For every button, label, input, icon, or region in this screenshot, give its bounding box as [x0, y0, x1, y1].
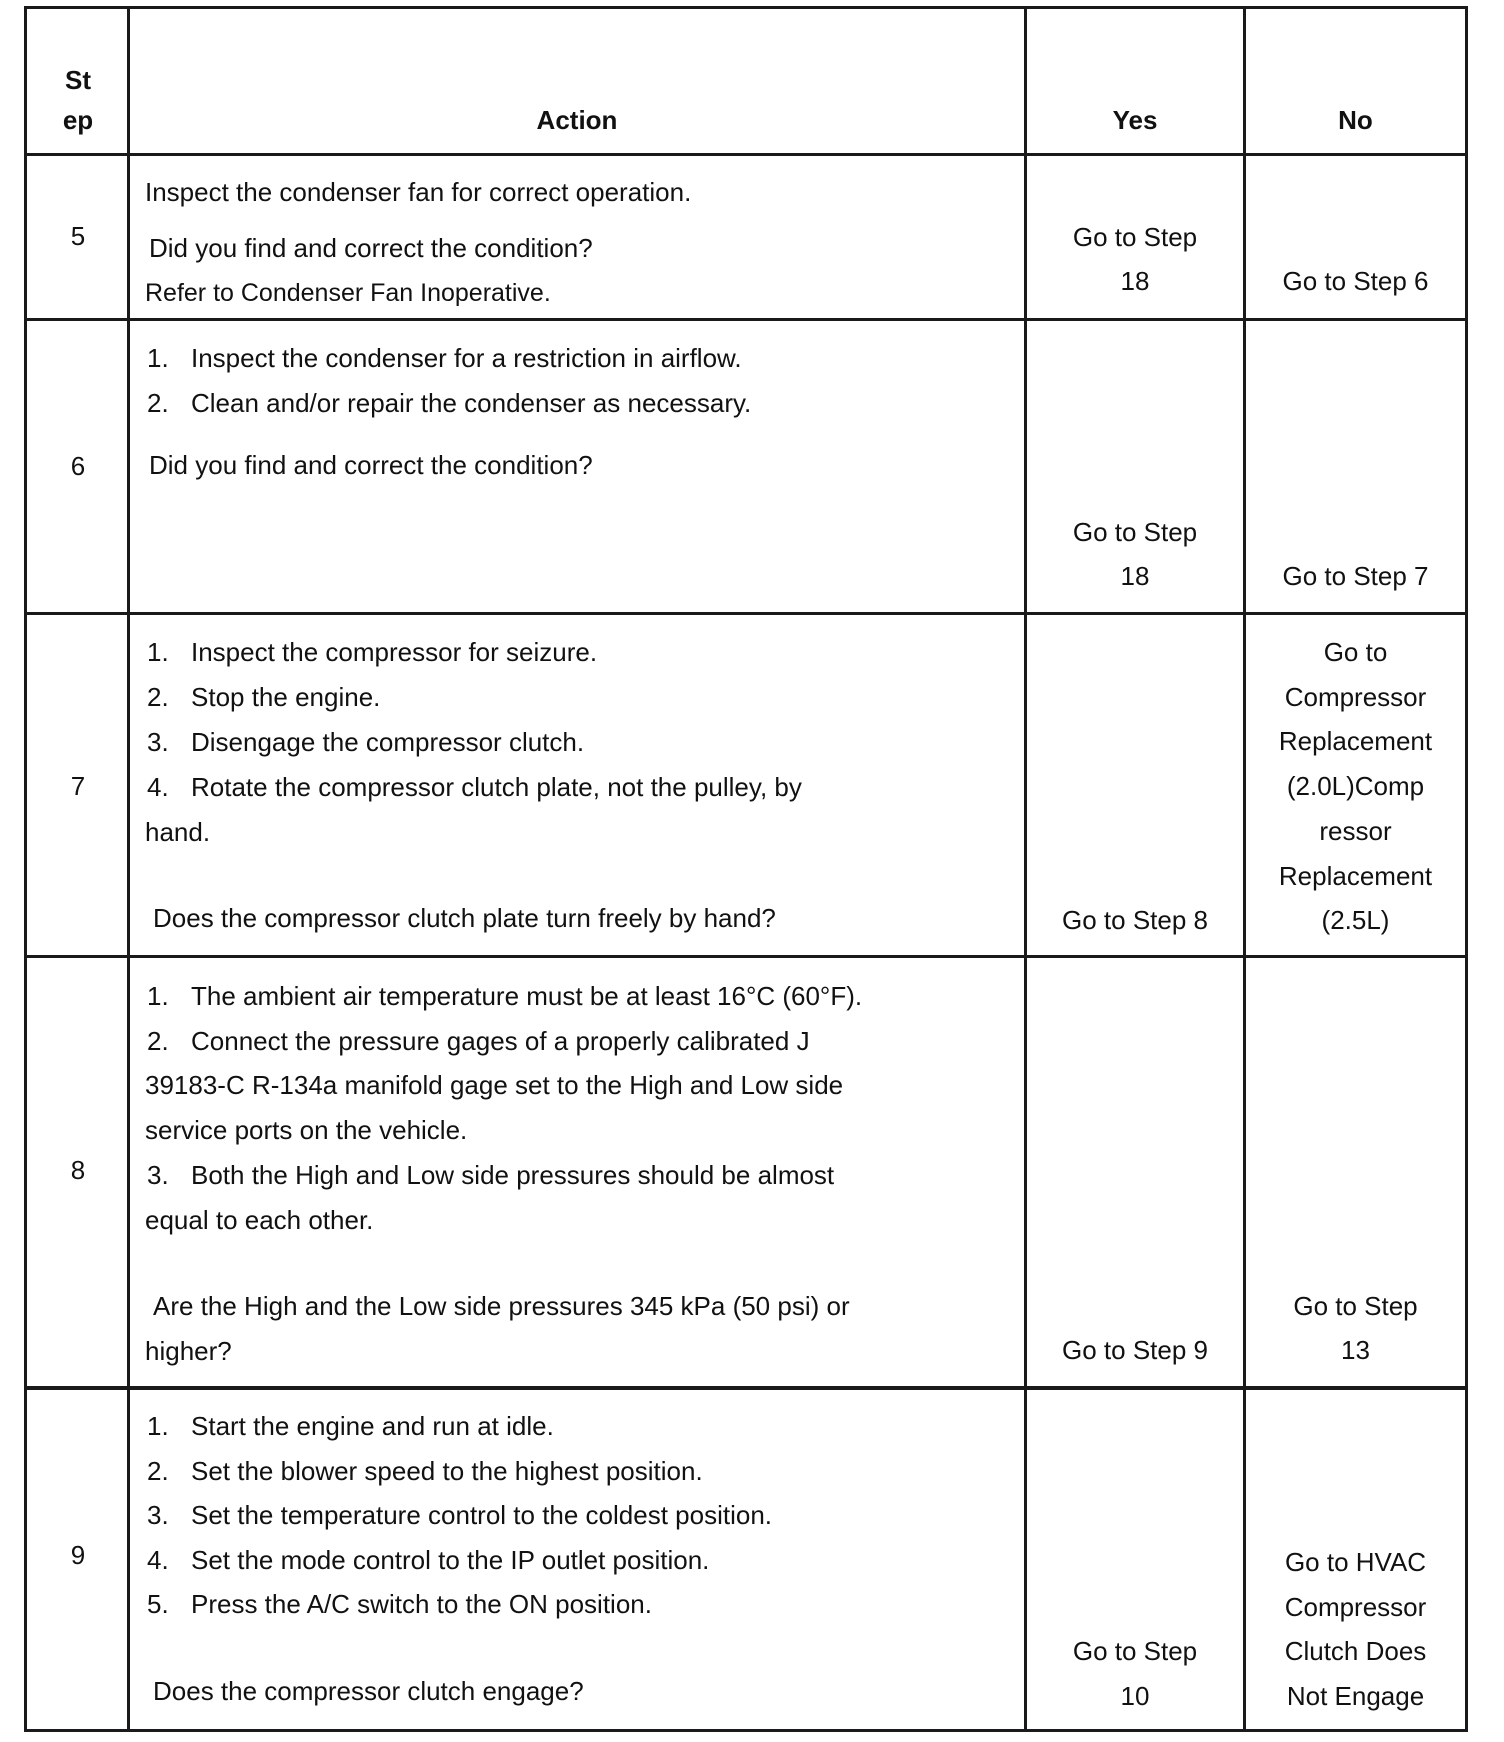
action-question: Did you find and correct the condition?	[149, 233, 593, 263]
table-border	[24, 6, 1468, 9]
action-line: equal to each other.	[145, 1204, 374, 1235]
yes-line: Go to Step	[1072, 517, 1198, 547]
no-line: Go to	[1323, 637, 1388, 667]
row-divider	[24, 153, 1468, 156]
table-border	[1465, 6, 1468, 1732]
no-outcome	[1246, 1540, 1465, 1718]
row-divider	[24, 1386, 1468, 1390]
no-outcome	[1246, 554, 1465, 598]
list-item: 2. Stop the engine.	[147, 682, 381, 712]
yes-line: Go to Step 8	[1062, 905, 1208, 935]
yes-line: 18	[1120, 561, 1150, 591]
step-number: 8	[70, 1155, 86, 1185]
action-steps	[145, 1404, 1015, 1627]
no-outcome	[1246, 1284, 1465, 1372]
action-note: Refer to Condenser Fan Inoperative.	[145, 279, 551, 307]
yes-outcome	[1027, 510, 1243, 598]
list-item: 1. Inspect the compressor for seizure.	[147, 637, 598, 667]
no-outcome	[1246, 259, 1465, 303]
no-line: Compressor	[1284, 681, 1427, 712]
no-line: Compressor	[1284, 1591, 1427, 1622]
yes-line: Go to Step	[1072, 1636, 1198, 1666]
no-line: (2.0L)Comp	[1286, 771, 1425, 802]
action-question: Did you find and correct the condition?	[149, 450, 593, 480]
yes-line: Go to Step	[1072, 222, 1198, 252]
action-text	[145, 974, 1015, 1374]
action-steps	[145, 336, 1015, 426]
column-divider	[127, 6, 130, 1732]
action-line: service ports on the vehicle.	[145, 1115, 468, 1146]
step-number: 5	[70, 221, 86, 251]
header-step: St ep	[62, 65, 94, 135]
no-line: Clutch Does	[1284, 1636, 1427, 1667]
yes-line: 10	[1120, 1680, 1150, 1711]
step-number: 6	[70, 451, 86, 481]
action-text	[145, 336, 1015, 488]
no-line: (2.5L)	[1321, 905, 1390, 936]
step-number: 9	[70, 1540, 86, 1570]
no-line: Not Engage	[1286, 1680, 1425, 1711]
no-outcome	[1246, 630, 1465, 943]
action-line: 39183-C R-134a manifold gage set to the High and Low side	[145, 1070, 844, 1101]
action-question: Does the compressor clutch plate turn freely by hand?	[153, 903, 776, 933]
no-line: Replacement	[1278, 860, 1433, 891]
yes-line: Go to Step 9	[1062, 1335, 1208, 1365]
no-line: Replacement	[1278, 726, 1433, 757]
row-divider	[24, 612, 1468, 615]
list-item: 3. Both the High and Low side pressures should be almost	[147, 1159, 835, 1190]
no-line: Go to Step	[1293, 1291, 1418, 1321]
action-text	[145, 630, 1015, 941]
table-border	[24, 1729, 1468, 1732]
list-item: 4. Set the mode control to the IP outlet position.	[147, 1544, 710, 1575]
action-question: higher?	[145, 1335, 232, 1366]
list-item: 4. Rotate the compressor clutch plate, not the pulley, by	[147, 772, 802, 802]
header-action: Action	[536, 105, 618, 135]
no-line: Go to Step 6	[1282, 266, 1429, 296]
action-steps	[145, 630, 1015, 810]
list-item: 3. Set the temperature control to the coldest position.	[147, 1500, 773, 1531]
action-question: Are the High and the Low side pressures 345 kPa (50 psi) or	[153, 1291, 850, 1322]
row-divider	[24, 318, 1468, 321]
list-item: 1. Start the engine and run at idle.	[147, 1411, 554, 1441]
no-line: 13	[1341, 1335, 1370, 1365]
list-item: 5. Press the A/C switch to the ON position.	[147, 1589, 652, 1620]
header-yes: Yes	[1112, 105, 1158, 135]
list-item: 1. The ambient air temperature must be at least 16°C (60°F).	[147, 981, 863, 1011]
list-item: 3. Disengage the compressor clutch.	[147, 727, 585, 757]
yes-line: 18	[1120, 266, 1150, 296]
list-item: 1. Inspect the condenser for a restriction in airflow.	[147, 343, 742, 373]
yes-outcome	[1027, 1328, 1243, 1372]
action-question: Does the compressor clutch engage?	[153, 1675, 584, 1706]
table-border	[24, 6, 27, 1732]
header-no: No	[1338, 105, 1373, 135]
yes-outcome	[1027, 898, 1243, 942]
action-text	[145, 170, 1015, 311]
list-item: 2. Connect the pressure gages of a properly calibrated J	[147, 1025, 810, 1056]
action-text	[145, 1404, 1015, 1714]
no-line: Go to HVAC	[1284, 1547, 1427, 1577]
list-item: 2. Set the blower speed to the highest position.	[147, 1455, 703, 1486]
yes-outcome	[1027, 215, 1243, 303]
row-divider	[24, 955, 1468, 958]
action-line: Inspect the condenser fan for correct operation.	[145, 177, 692, 207]
no-line: Go to Step 7	[1282, 561, 1429, 591]
step-number: 7	[70, 771, 86, 801]
yes-outcome	[1027, 1629, 1243, 1718]
action-line: hand.	[145, 817, 211, 847]
no-line: ressor	[1319, 815, 1392, 846]
list-item: 2. Clean and/or repair the condenser as necessary.	[147, 388, 752, 418]
